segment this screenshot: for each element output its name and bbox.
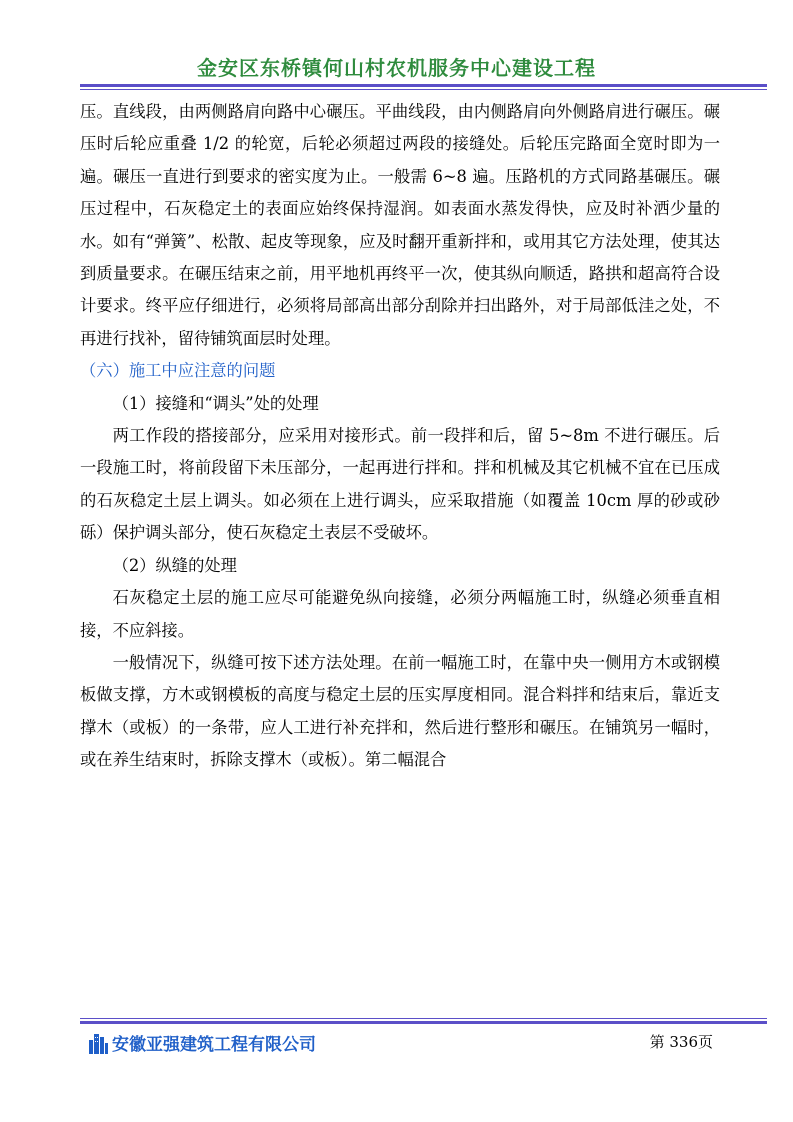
section-heading: （六）施工中应注意的问题 [80,361,276,381]
page-number: 第 336页 [649,1033,713,1051]
company-name: 安徽亚强建筑工程有限公司 [112,1035,316,1055]
footer-company [88,1030,316,1055]
footer-rule-thick [80,1021,767,1024]
footer-rule-thin [80,1018,767,1019]
body-paragraph-2: 两工作段的搭接部分，应采用对接形式。前一段拌和后，留 5~8m 不进行碾压。后一段施工时，将前段留下未压部分，一起再进行拌和。拌和机械及其它机械不宜在已压成的石灰稳定土层上调头。如必须在上进行调头，应采取措施（如覆盖 10cm 厚的砂或砂砾）保护调头部分，使石灰稳定土表层不受破坏。 [80,426,720,543]
body-paragraph-3: 石灰稳定土层的施工应尽可能避免纵向接缝，必须分两幅施工时，纵缝必须垂直相接，不应斜接。 [80,588,720,640]
body-paragraph-4: 一般情况下，纵缝可按下述方法处理。在前一幅施工时，在靠中央一侧用方木或钢模板做支撑，方木或钢模板的高度与稳定土层的压实厚度相同。混合料拌和结束后，靠近支撑木（或板）的一条带，应人工进行补充拌和，然后进行整形和碾压。在铺筑另一幅时，或在养生结束时，拆除支撑木（或板）。第二幅混合 [80,652,720,770]
subheading-2: （2）纵缝的处理 [112,555,237,575]
body-paragraph-1: 压。直线段，由两侧路肩向路中心碾压。平曲线段，由内侧路肩向外侧路肩进行碾压。碾压时后轮应重叠 1/2 的轮宽，后轮必须超过两段的接缝处。后轮压完路面全宽时即为一遍。碾压一直进行到要求的密实度为止。一般需 6~8 遍。压路机的方式同路基碾压。碾压过程中，石灰稳定土的表面应始终保持湿润。如表面水蒸发得快，应及时补洒少量的水。如有“弹簧”、松散、起皮等现象，应及时翻开重新拌和，或用其它方法处理，使其达到质量要求。在碾压结束之前，用平地机再终平一次，使其纵向顺适，路拱和超高符合设计要求。终平应仔细进行，必须将局部高出部分刮除并扫出路外，对于局部低洼之处，不再进行找补，留待铺筑面层时处理。 [80,102,720,348]
page-body [80,96,720,777]
page-header-title: 金安区东桥镇何山村农机服务中心建设工程 [197,56,596,80]
header-rule-thick [80,84,767,87]
building-logo-icon [88,1032,108,1054]
subheading-1: （1）接缝和“调头”处的处理 [112,393,319,413]
header-rule-thin [80,89,767,90]
